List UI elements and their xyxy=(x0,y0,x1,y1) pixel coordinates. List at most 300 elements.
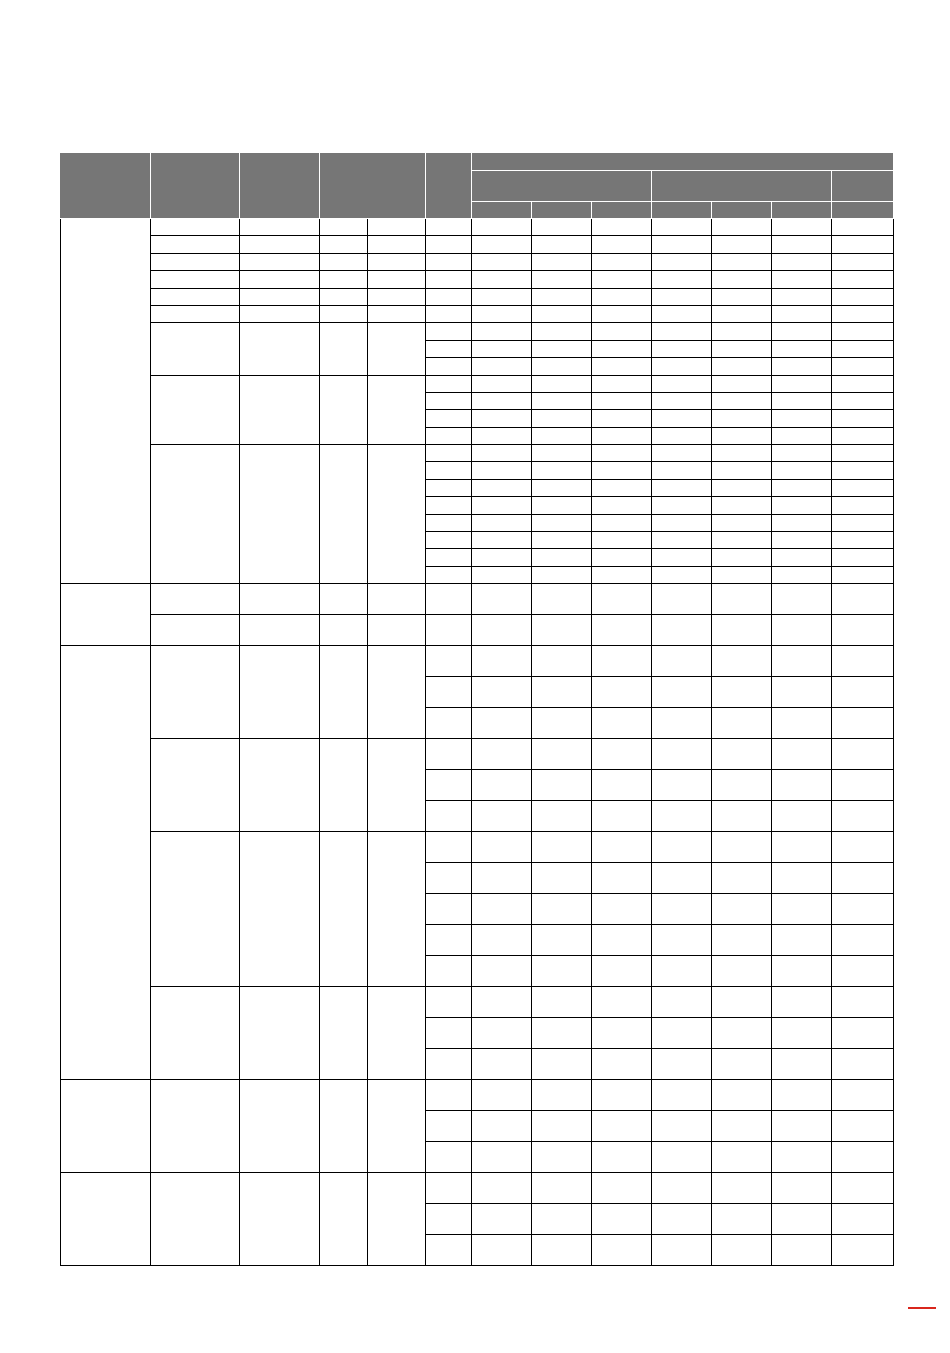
table-cell xyxy=(832,410,894,427)
table-cell xyxy=(240,646,320,739)
table-cell xyxy=(712,925,772,956)
table-cell xyxy=(368,445,426,584)
table-cell xyxy=(652,253,712,270)
table-cell xyxy=(712,253,772,270)
table-cell xyxy=(832,549,894,566)
table-cell xyxy=(712,739,772,770)
table-cell xyxy=(592,514,652,531)
table-cell xyxy=(652,514,712,531)
table-cell xyxy=(240,739,320,832)
table-cell xyxy=(712,708,772,739)
table-cell xyxy=(832,1173,894,1204)
table-cell xyxy=(712,677,772,708)
table-cell xyxy=(426,739,472,770)
table-cell xyxy=(320,236,368,253)
table-cell xyxy=(772,358,832,375)
table-cell xyxy=(151,375,240,445)
table-cell xyxy=(472,584,532,615)
table-cell xyxy=(712,566,772,583)
table-cell xyxy=(712,479,772,496)
table-cell xyxy=(592,1111,652,1142)
table-cell xyxy=(832,677,894,708)
header-cell xyxy=(712,202,772,219)
table-cell xyxy=(426,925,472,956)
table-cell xyxy=(532,1142,592,1173)
table-cell xyxy=(712,956,772,987)
table-cell xyxy=(772,615,832,646)
table-cell xyxy=(772,894,832,925)
table-cell xyxy=(832,1018,894,1049)
table-cell xyxy=(772,514,832,531)
table-cell xyxy=(426,677,472,708)
table-cell xyxy=(772,1111,832,1142)
table-cell xyxy=(368,271,426,288)
table-cell xyxy=(772,392,832,409)
table-cell xyxy=(832,1204,894,1235)
table-cell xyxy=(652,549,712,566)
table-cell xyxy=(532,1018,592,1049)
table-cell xyxy=(832,863,894,894)
header-cell xyxy=(472,154,894,171)
header-cell xyxy=(240,154,320,219)
table-cell xyxy=(426,288,472,305)
table-cell xyxy=(151,305,240,322)
table-cell xyxy=(240,832,320,987)
table-cell xyxy=(320,375,368,445)
table-cell xyxy=(772,584,832,615)
table-cell xyxy=(61,1173,151,1266)
table-cell xyxy=(151,832,240,987)
table-cell xyxy=(472,549,532,566)
table-cell xyxy=(712,445,772,462)
table-cell xyxy=(368,832,426,987)
table-cell xyxy=(652,462,712,479)
table-cell xyxy=(592,987,652,1018)
table-cell xyxy=(712,340,772,357)
header-cell xyxy=(532,202,592,219)
table-cell xyxy=(426,549,472,566)
table-cell xyxy=(240,615,320,646)
table-cell xyxy=(592,1018,652,1049)
table-cell xyxy=(426,323,472,340)
table-cell xyxy=(368,739,426,832)
table-cell xyxy=(426,1111,472,1142)
table-cell xyxy=(472,445,532,462)
table-cell xyxy=(61,1080,151,1173)
table-cell xyxy=(426,615,472,646)
table-cell xyxy=(472,305,532,322)
table-cell xyxy=(772,708,832,739)
header-cell xyxy=(772,202,832,219)
table-cell xyxy=(652,566,712,583)
table-cell xyxy=(592,323,652,340)
table-cell xyxy=(472,566,532,583)
table-cell xyxy=(832,288,894,305)
table-cell xyxy=(240,236,320,253)
table-cell xyxy=(426,375,472,392)
table-cell xyxy=(772,863,832,894)
table-cell xyxy=(772,497,832,514)
table-cell xyxy=(832,925,894,956)
table-cell xyxy=(772,739,832,770)
table-cell xyxy=(772,532,832,549)
table-cell xyxy=(592,497,652,514)
table-cell xyxy=(472,462,532,479)
table-cell xyxy=(832,514,894,531)
table-cell xyxy=(652,863,712,894)
table-cell xyxy=(532,549,592,566)
table-cell xyxy=(532,445,592,462)
table-cell xyxy=(426,956,472,987)
table-cell xyxy=(772,219,832,236)
table-cell xyxy=(772,1080,832,1111)
table-cell xyxy=(472,677,532,708)
table-cell xyxy=(532,271,592,288)
table-cell xyxy=(320,445,368,584)
table-cell xyxy=(652,770,712,801)
table-cell xyxy=(368,1173,426,1266)
table-cell xyxy=(832,801,894,832)
table-cell xyxy=(712,894,772,925)
table-cell xyxy=(712,1080,772,1111)
table-cell xyxy=(472,1111,532,1142)
table-cell xyxy=(151,1080,240,1173)
table-cell xyxy=(61,219,151,584)
table-cell xyxy=(832,479,894,496)
header-cell xyxy=(61,154,151,219)
table-cell xyxy=(151,236,240,253)
table-cell xyxy=(832,532,894,549)
table-cell xyxy=(592,219,652,236)
table-cell xyxy=(426,1080,472,1111)
table-cell xyxy=(151,739,240,832)
table-cell xyxy=(472,1173,532,1204)
table-cell xyxy=(712,801,772,832)
table-cell xyxy=(426,462,472,479)
table-cell xyxy=(320,305,368,322)
table-row xyxy=(61,739,894,770)
table-cell xyxy=(151,288,240,305)
table-row xyxy=(61,646,894,677)
table-cell xyxy=(532,236,592,253)
table-row xyxy=(61,253,894,270)
table-cell xyxy=(712,532,772,549)
table-row xyxy=(61,1080,894,1111)
table-row xyxy=(61,375,894,392)
table-cell xyxy=(426,1142,472,1173)
table-cell xyxy=(712,323,772,340)
table-cell xyxy=(472,863,532,894)
table-cell xyxy=(772,340,832,357)
table-cell xyxy=(832,832,894,863)
table-cell xyxy=(712,305,772,322)
table-cell xyxy=(592,566,652,583)
table-cell xyxy=(592,1235,652,1266)
table-cell xyxy=(532,801,592,832)
table-cell xyxy=(320,584,368,615)
table-cell xyxy=(832,584,894,615)
table-cell xyxy=(532,1080,592,1111)
table-cell xyxy=(368,1080,426,1173)
table-cell xyxy=(712,392,772,409)
table-cell xyxy=(532,514,592,531)
table-cell xyxy=(240,1080,320,1173)
table-cell xyxy=(712,584,772,615)
table-cell xyxy=(426,1173,472,1204)
table-cell xyxy=(240,271,320,288)
table-cell xyxy=(592,584,652,615)
table-cell xyxy=(772,677,832,708)
table-cell xyxy=(532,358,592,375)
table-cell xyxy=(592,894,652,925)
table-cell xyxy=(832,615,894,646)
table-row xyxy=(61,832,894,863)
table-cell xyxy=(832,375,894,392)
table-cell xyxy=(592,236,652,253)
table-cell xyxy=(151,646,240,739)
table-cell xyxy=(592,427,652,444)
table-cell xyxy=(592,462,652,479)
table-cell xyxy=(426,1049,472,1080)
table-cell xyxy=(772,427,832,444)
table-cell xyxy=(240,1173,320,1266)
table-cell xyxy=(151,987,240,1080)
table-cell xyxy=(832,340,894,357)
table-cell xyxy=(592,305,652,322)
table-cell xyxy=(472,987,532,1018)
table-cell xyxy=(652,323,712,340)
table-cell xyxy=(532,288,592,305)
table-cell xyxy=(652,1080,712,1111)
table-cell xyxy=(240,584,320,615)
table-row xyxy=(61,615,894,646)
table-cell xyxy=(426,358,472,375)
table-cell xyxy=(426,236,472,253)
table-cell xyxy=(532,615,592,646)
table-cell xyxy=(532,340,592,357)
table-cell xyxy=(652,340,712,357)
table-cell xyxy=(592,708,652,739)
table-cell xyxy=(532,253,592,270)
table-cell xyxy=(712,615,772,646)
table-cell xyxy=(240,305,320,322)
table-cell xyxy=(532,677,592,708)
table-cell xyxy=(532,863,592,894)
table-cell xyxy=(472,323,532,340)
table-cell xyxy=(320,1080,368,1173)
table-cell xyxy=(712,549,772,566)
table-cell xyxy=(532,925,592,956)
table-cell xyxy=(320,987,368,1080)
table-cell xyxy=(368,375,426,445)
table-cell xyxy=(426,832,472,863)
table-cell xyxy=(151,445,240,584)
table-cell xyxy=(368,253,426,270)
table-cell xyxy=(151,1173,240,1266)
table-cell xyxy=(320,323,368,375)
table-cell xyxy=(592,1173,652,1204)
table-cell xyxy=(320,271,368,288)
table-cell xyxy=(472,956,532,987)
table-cell xyxy=(772,445,832,462)
table-cell xyxy=(532,1235,592,1266)
table-cell xyxy=(532,566,592,583)
table-cell xyxy=(772,462,832,479)
table-cell xyxy=(532,646,592,677)
table-cell xyxy=(472,288,532,305)
table-cell xyxy=(472,1204,532,1235)
table-cell xyxy=(240,323,320,375)
table-cell xyxy=(592,358,652,375)
table-cell xyxy=(472,392,532,409)
table-cell xyxy=(61,584,151,646)
table-cell xyxy=(592,375,652,392)
table-cell xyxy=(368,987,426,1080)
table-cell xyxy=(368,288,426,305)
table-cell xyxy=(592,646,652,677)
table-cell xyxy=(652,832,712,863)
table-cell xyxy=(368,323,426,375)
table-cell xyxy=(532,479,592,496)
table-cell xyxy=(368,219,426,236)
table-cell xyxy=(652,801,712,832)
table-cell xyxy=(592,271,652,288)
table-cell xyxy=(652,584,712,615)
table-cell xyxy=(832,219,894,236)
table-cell xyxy=(426,305,472,322)
table-cell xyxy=(532,1049,592,1080)
header-cell xyxy=(426,154,472,219)
table-cell xyxy=(652,739,712,770)
table-cell xyxy=(772,410,832,427)
table-cell xyxy=(592,445,652,462)
table-cell xyxy=(712,236,772,253)
table-cell xyxy=(772,956,832,987)
table-cell xyxy=(426,770,472,801)
table-cell xyxy=(592,925,652,956)
table-row xyxy=(61,323,894,340)
table-cell xyxy=(772,987,832,1018)
table-cell xyxy=(652,925,712,956)
table-cell xyxy=(426,445,472,462)
table-cell xyxy=(472,894,532,925)
table-cell xyxy=(426,646,472,677)
table-cell xyxy=(652,1235,712,1266)
table-cell xyxy=(772,323,832,340)
table-cell xyxy=(772,1235,832,1266)
table-cell xyxy=(320,646,368,739)
table-cell xyxy=(240,219,320,236)
table-cell xyxy=(772,1142,832,1173)
table-cell xyxy=(240,288,320,305)
table-cell xyxy=(832,956,894,987)
table-cell xyxy=(652,445,712,462)
table-cell xyxy=(712,1111,772,1142)
table-cell xyxy=(652,305,712,322)
table-cell xyxy=(472,646,532,677)
table-cell xyxy=(772,566,832,583)
table-cell xyxy=(472,1049,532,1080)
header-cell xyxy=(592,202,652,219)
table-cell xyxy=(592,392,652,409)
table-cell xyxy=(712,987,772,1018)
table-cell xyxy=(652,615,712,646)
table-cell xyxy=(772,549,832,566)
table-cell xyxy=(772,1204,832,1235)
table-cell xyxy=(320,739,368,832)
table-cell xyxy=(472,219,532,236)
header-cell xyxy=(652,202,712,219)
table-cell xyxy=(426,514,472,531)
table-cell xyxy=(712,497,772,514)
table-cell xyxy=(772,305,832,322)
table-cell xyxy=(832,1142,894,1173)
table-cell xyxy=(426,219,472,236)
table-cell xyxy=(712,863,772,894)
table-cell xyxy=(712,427,772,444)
table-cell xyxy=(712,1173,772,1204)
table-cell xyxy=(61,646,151,1080)
table-cell xyxy=(772,832,832,863)
table-cell xyxy=(832,305,894,322)
table-cell xyxy=(832,1235,894,1266)
table-cell xyxy=(240,445,320,584)
table-cell xyxy=(320,253,368,270)
table-cell xyxy=(832,770,894,801)
table-cell xyxy=(772,801,832,832)
table-cell xyxy=(712,514,772,531)
table-cell xyxy=(772,1173,832,1204)
table-row xyxy=(61,1173,894,1204)
header-cell xyxy=(320,154,426,219)
table-row xyxy=(61,236,894,253)
table-cell xyxy=(151,584,240,615)
table-cell xyxy=(772,479,832,496)
table-cell xyxy=(472,410,532,427)
table-cell xyxy=(532,1111,592,1142)
table-cell xyxy=(426,532,472,549)
table-cell xyxy=(472,615,532,646)
table-cell xyxy=(368,584,426,615)
table-cell xyxy=(532,392,592,409)
table-cell xyxy=(426,410,472,427)
table-cell xyxy=(832,739,894,770)
table-cell xyxy=(832,497,894,514)
table-cell xyxy=(652,219,712,236)
table-cell xyxy=(320,832,368,987)
table-cell xyxy=(712,1142,772,1173)
table-cell xyxy=(240,987,320,1080)
table-cell xyxy=(426,497,472,514)
table-cell xyxy=(832,236,894,253)
table-cell xyxy=(472,770,532,801)
table-row xyxy=(61,288,894,305)
table-cell xyxy=(592,801,652,832)
table-cell xyxy=(368,646,426,739)
table-cell xyxy=(652,987,712,1018)
table-cell xyxy=(592,1142,652,1173)
table-cell xyxy=(532,375,592,392)
table-cell xyxy=(472,479,532,496)
table-cell xyxy=(426,479,472,496)
table-cell xyxy=(592,479,652,496)
table-cell xyxy=(532,739,592,770)
table-cell xyxy=(151,615,240,646)
table-cell xyxy=(426,863,472,894)
table-cell xyxy=(426,392,472,409)
table-cell xyxy=(240,253,320,270)
table-cell xyxy=(472,253,532,270)
